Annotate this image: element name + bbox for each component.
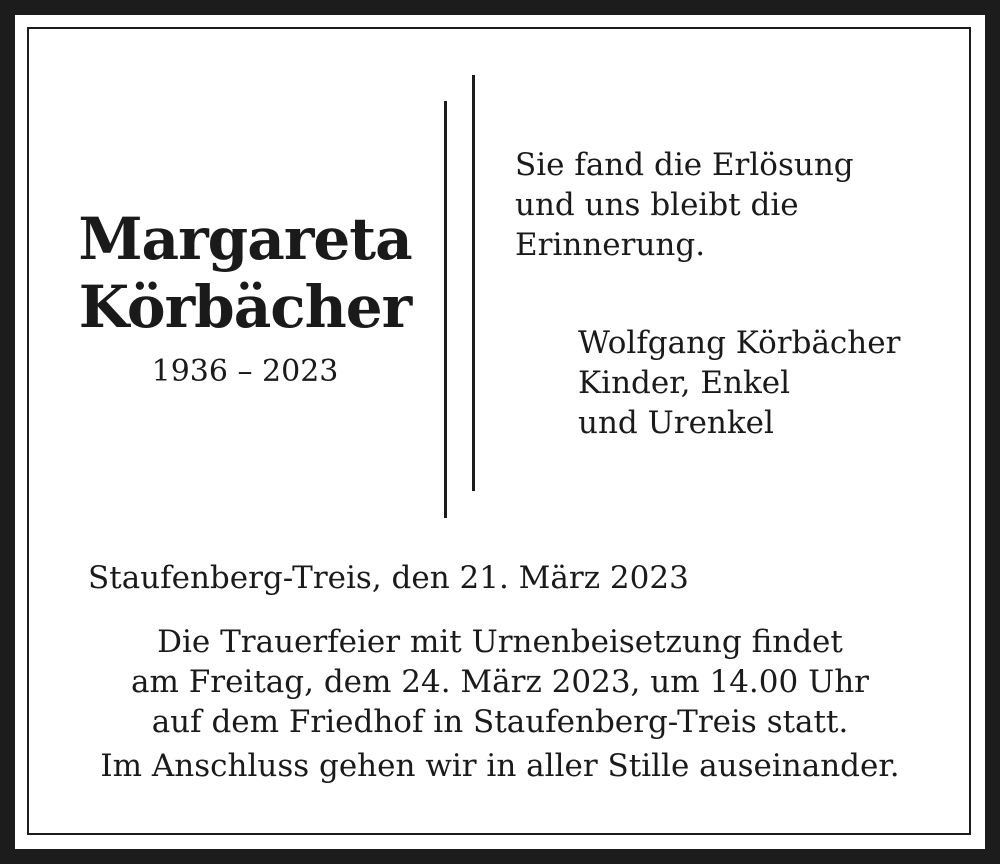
mourner-line: Wolfgang Körbächer (578, 325, 901, 361)
memorial-quote (515, 145, 854, 265)
divider-rule-right (472, 75, 475, 491)
first-name: Margareta (78, 205, 412, 273)
mourner-line: und Urenkel (578, 405, 774, 441)
ceremony-line: am Freitag, dem 24. März 2023, um 14.00 Uhr (131, 664, 869, 700)
ceremony-details (40, 622, 960, 742)
life-years: 1936 – 2023 (151, 354, 339, 389)
ceremony-line: Die Trauerfeier mit Urnenbeisetzung findet (157, 624, 843, 660)
quote-line: und uns bleibt die (515, 187, 799, 223)
last-name: Körbächer (78, 273, 412, 341)
mourner-line: Kinder, Enkel (578, 365, 790, 401)
place-and-date: Staufenberg-Treis, den 21. März 2023 (88, 560, 689, 596)
deceased-name (60, 205, 430, 341)
quote-line: Erinnerung. (515, 227, 706, 263)
ceremony-line: auf dem Friedhof in Staufenberg-Treis statt. (151, 704, 849, 740)
quote-line: Sie fand die Erlösung (515, 147, 854, 183)
divider-rule-left (444, 101, 447, 518)
mourners-list (578, 323, 900, 443)
closing-line: Im Anschluss gehen wir in aller Stille auseinander. (100, 748, 900, 784)
